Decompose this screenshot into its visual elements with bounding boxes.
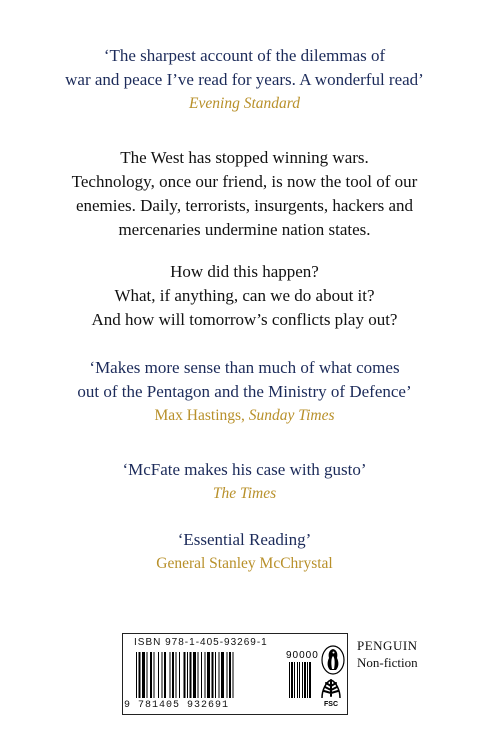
- blurb-paragraph: [0, 146, 489, 242]
- quote-source-name: Max Hastings,: [154, 407, 249, 424]
- isbn-text: ISBN 978-1-405-93269-1: [134, 637, 268, 648]
- questions-paragraph: [0, 260, 489, 332]
- publisher-imprint: PENGUIN: [357, 638, 418, 653]
- price-barcode: [288, 662, 318, 700]
- fsc-logo-icon: [318, 678, 344, 708]
- publisher-info: [357, 637, 418, 671]
- quote-source-publication: Sunday Times: [248, 407, 335, 424]
- question-line: And how will tomorrow’s conflicts play out?: [91, 310, 398, 329]
- publisher-category: Non-fiction: [357, 655, 418, 670]
- ean-digits: 9 781405 932691: [124, 700, 230, 711]
- blurb-line: Technology, once our friend, is now the tool of our: [71, 172, 418, 191]
- quote-sunday-times: [0, 356, 489, 428]
- svg-text:FSC: FSC: [324, 701, 338, 708]
- quote-line: ‘The sharpest account of the dilemmas of: [103, 46, 386, 65]
- quote-evening-standard: [0, 44, 489, 116]
- quote-the-times: [0, 458, 489, 506]
- quote-line: ‘Essential Reading’: [177, 530, 312, 549]
- quote-line: ‘McFate makes his case with gusto’: [122, 460, 367, 479]
- quote-line: out of the Pentagon and the Ministry of Defence’: [77, 382, 412, 401]
- ean-barcode: [134, 652, 284, 700]
- blurb-line: The West has stopped winning wars.: [120, 148, 369, 167]
- penguin-logo-icon: [321, 645, 345, 675]
- quote-mcchrystal: [0, 528, 489, 576]
- quote-source: Evening Standard: [189, 95, 300, 112]
- quote-line: war and peace I’ve read for years. A wonderful read’: [65, 70, 424, 89]
- question-line: What, if anything, can we do about it?: [114, 286, 375, 305]
- price-code-text: 90000: [286, 650, 319, 661]
- blurb-line: mercenaries undermine nation states.: [118, 220, 371, 239]
- question-line: How did this happen?: [170, 262, 319, 281]
- quote-line: ‘Makes more sense than much of what comes: [89, 358, 400, 377]
- quote-source: [0, 404, 489, 428]
- quote-source: The Times: [212, 485, 277, 502]
- blurb-line: enemies. Daily, terrorists, insurgents, hackers and: [75, 196, 414, 215]
- quote-source: General Stanley McChrystal: [156, 555, 333, 572]
